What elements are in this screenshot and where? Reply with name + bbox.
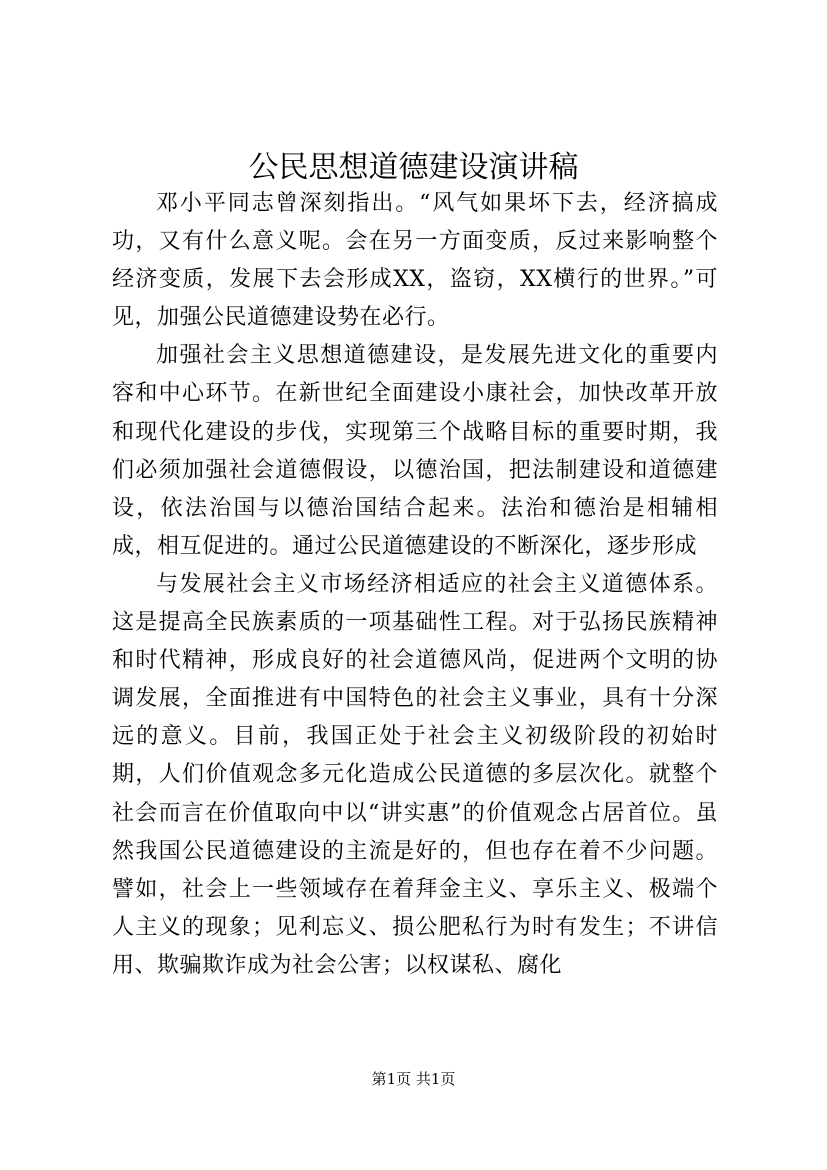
- page-footer: 第1页 共1页: [371, 1070, 456, 1088]
- paragraph-1: 邓小平同志曾深刻指出。“风气如果坏下去，经济搞成功，又有什么意义呢。会在另一方面变质，反过来影响整个经济变质，发展下去会形成XX，盗窃，XX横行的世界。”可见，加强公民道德建设势在必行。: [112, 191, 718, 331]
- paragraph-2: 加强社会主义思想道德建设，是发展先进文化的重要内容和中心环节。在新世纪全面建设小康社会，加快改革开放和现代化建设的步伐，实现第三个战略目标的重要时期，我们必须加强社会道德假设，以德治国，把法制建设和道德建设，依法治国与以德治国结合起来。法治和德治是相辅相成，相互促进的。通过公民道德建设的不断深化，逐步形成: [112, 343, 718, 559]
- document-body: [112, 185, 718, 985]
- document-title: 公民思想道德建设演讲稿: [248, 150, 579, 185]
- paragraph-3: 与发展社会主义市场经济相适应的社会主义道德体系。这是提高全民族素质的一项基础性工程。对于弘扬民族精神和时代精神，形成良好的社会道德风尚，促进两个文明的协调发展，全面推进有中国特色的社会主义事业，具有十分深远的意义。目前，我国正处于社会主义初级阶段的初始时期，人们价值观念多元化造成公民道德的多层次化。就整个社会而言在价值取向中以“讲实惠”的价值观念占居首位。虽然我国公民道德建设的主流是好的，但也存在着不少问题。譬如，社会上一些领域存在着拜金主义、享乐主义、极端个人主义的现象；见利忘义、损公肥私行为时有发生；不讲信用、欺骗欺诈成为社会公害；以权谋私、腐化: [112, 571, 718, 978]
